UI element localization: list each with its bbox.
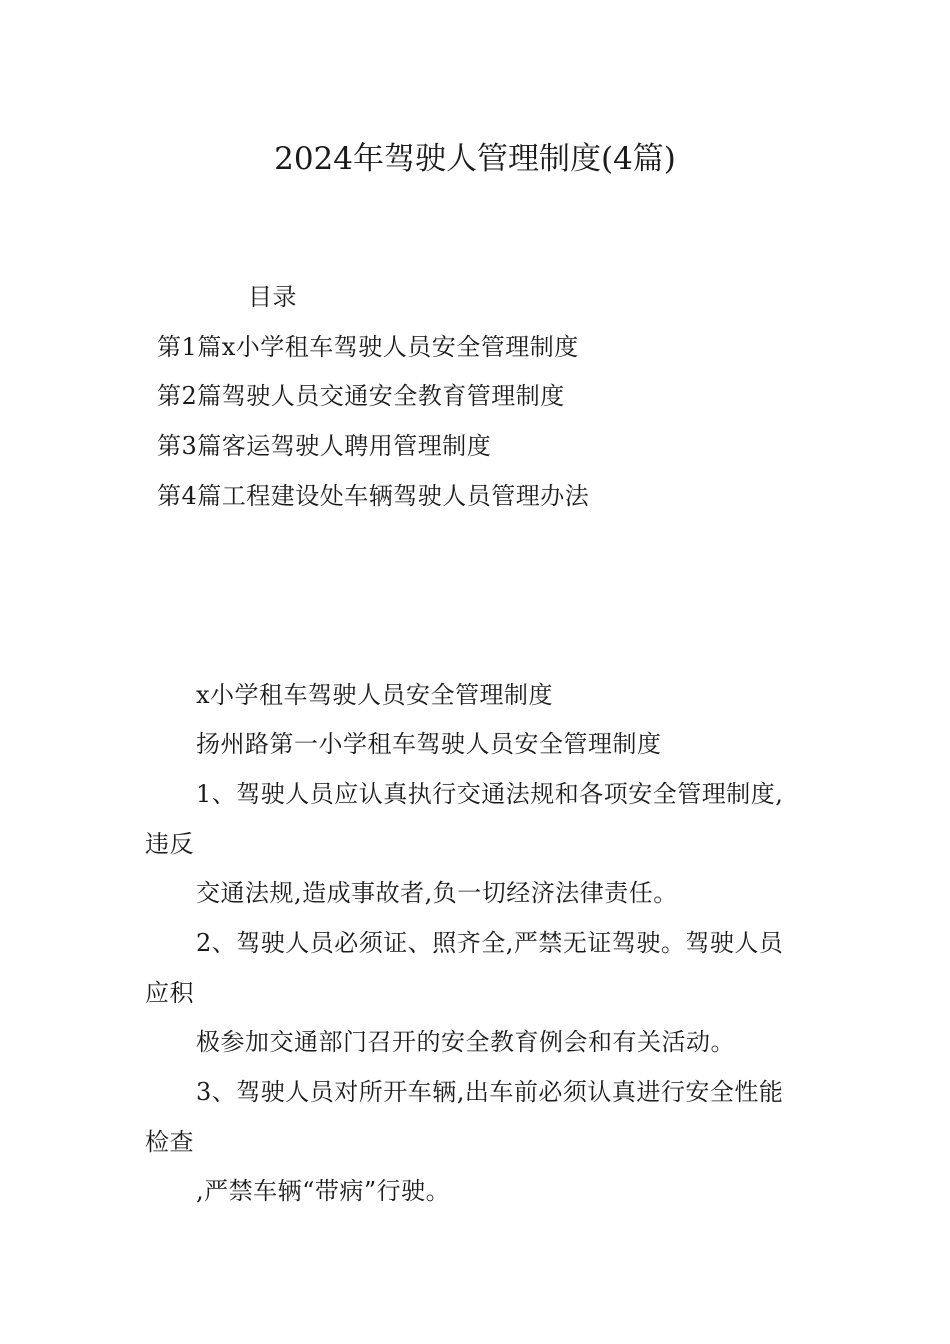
paragraph-line: 违反	[145, 830, 194, 858]
paragraph-line: 应积	[145, 979, 194, 1007]
toc-item-1: 第1篇x小学租车驾驶人员安全管理制度	[157, 333, 579, 361]
toc-item-2: 第2篇驾驶人员交通安全教育管理制度	[157, 382, 565, 410]
paragraph-line: 3、驾驶人员对所开车辆,出车前必须认真进行安全性能	[196, 1078, 784, 1106]
paragraph-line: 极参加交通部门召开的安全教育例会和有关活动。	[196, 1028, 735, 1056]
paragraph-line: 1、驾驶人员应认真执行交通法规和各项安全管理制度,	[196, 780, 784, 808]
paragraph-line: 2、驾驶人员必须证、照齐全,严禁无证驾驶。驾驶人员	[196, 929, 784, 957]
paragraph-line: ,严禁车辆“带病”行驶。	[196, 1177, 451, 1205]
toc-heading: 目录	[248, 283, 297, 311]
toc-item-3: 第3篇客运驾驶人聘用管理制度	[157, 432, 492, 460]
document-title: 2024年驾驶人管理制度(4篇)	[274, 141, 676, 177]
section-subheading: 扬州路第一小学租车驾驶人员安全管理制度	[196, 730, 662, 758]
section-heading: x小学租车驾驶人员安全管理制度	[196, 681, 554, 709]
paragraph-line: 交通法规,造成事故者,负一切经济法律责任。	[196, 879, 678, 907]
paragraph-line: 检查	[145, 1128, 194, 1156]
toc-item-4: 第4篇工程建设处车辆驾驶人员管理办法	[157, 482, 590, 510]
